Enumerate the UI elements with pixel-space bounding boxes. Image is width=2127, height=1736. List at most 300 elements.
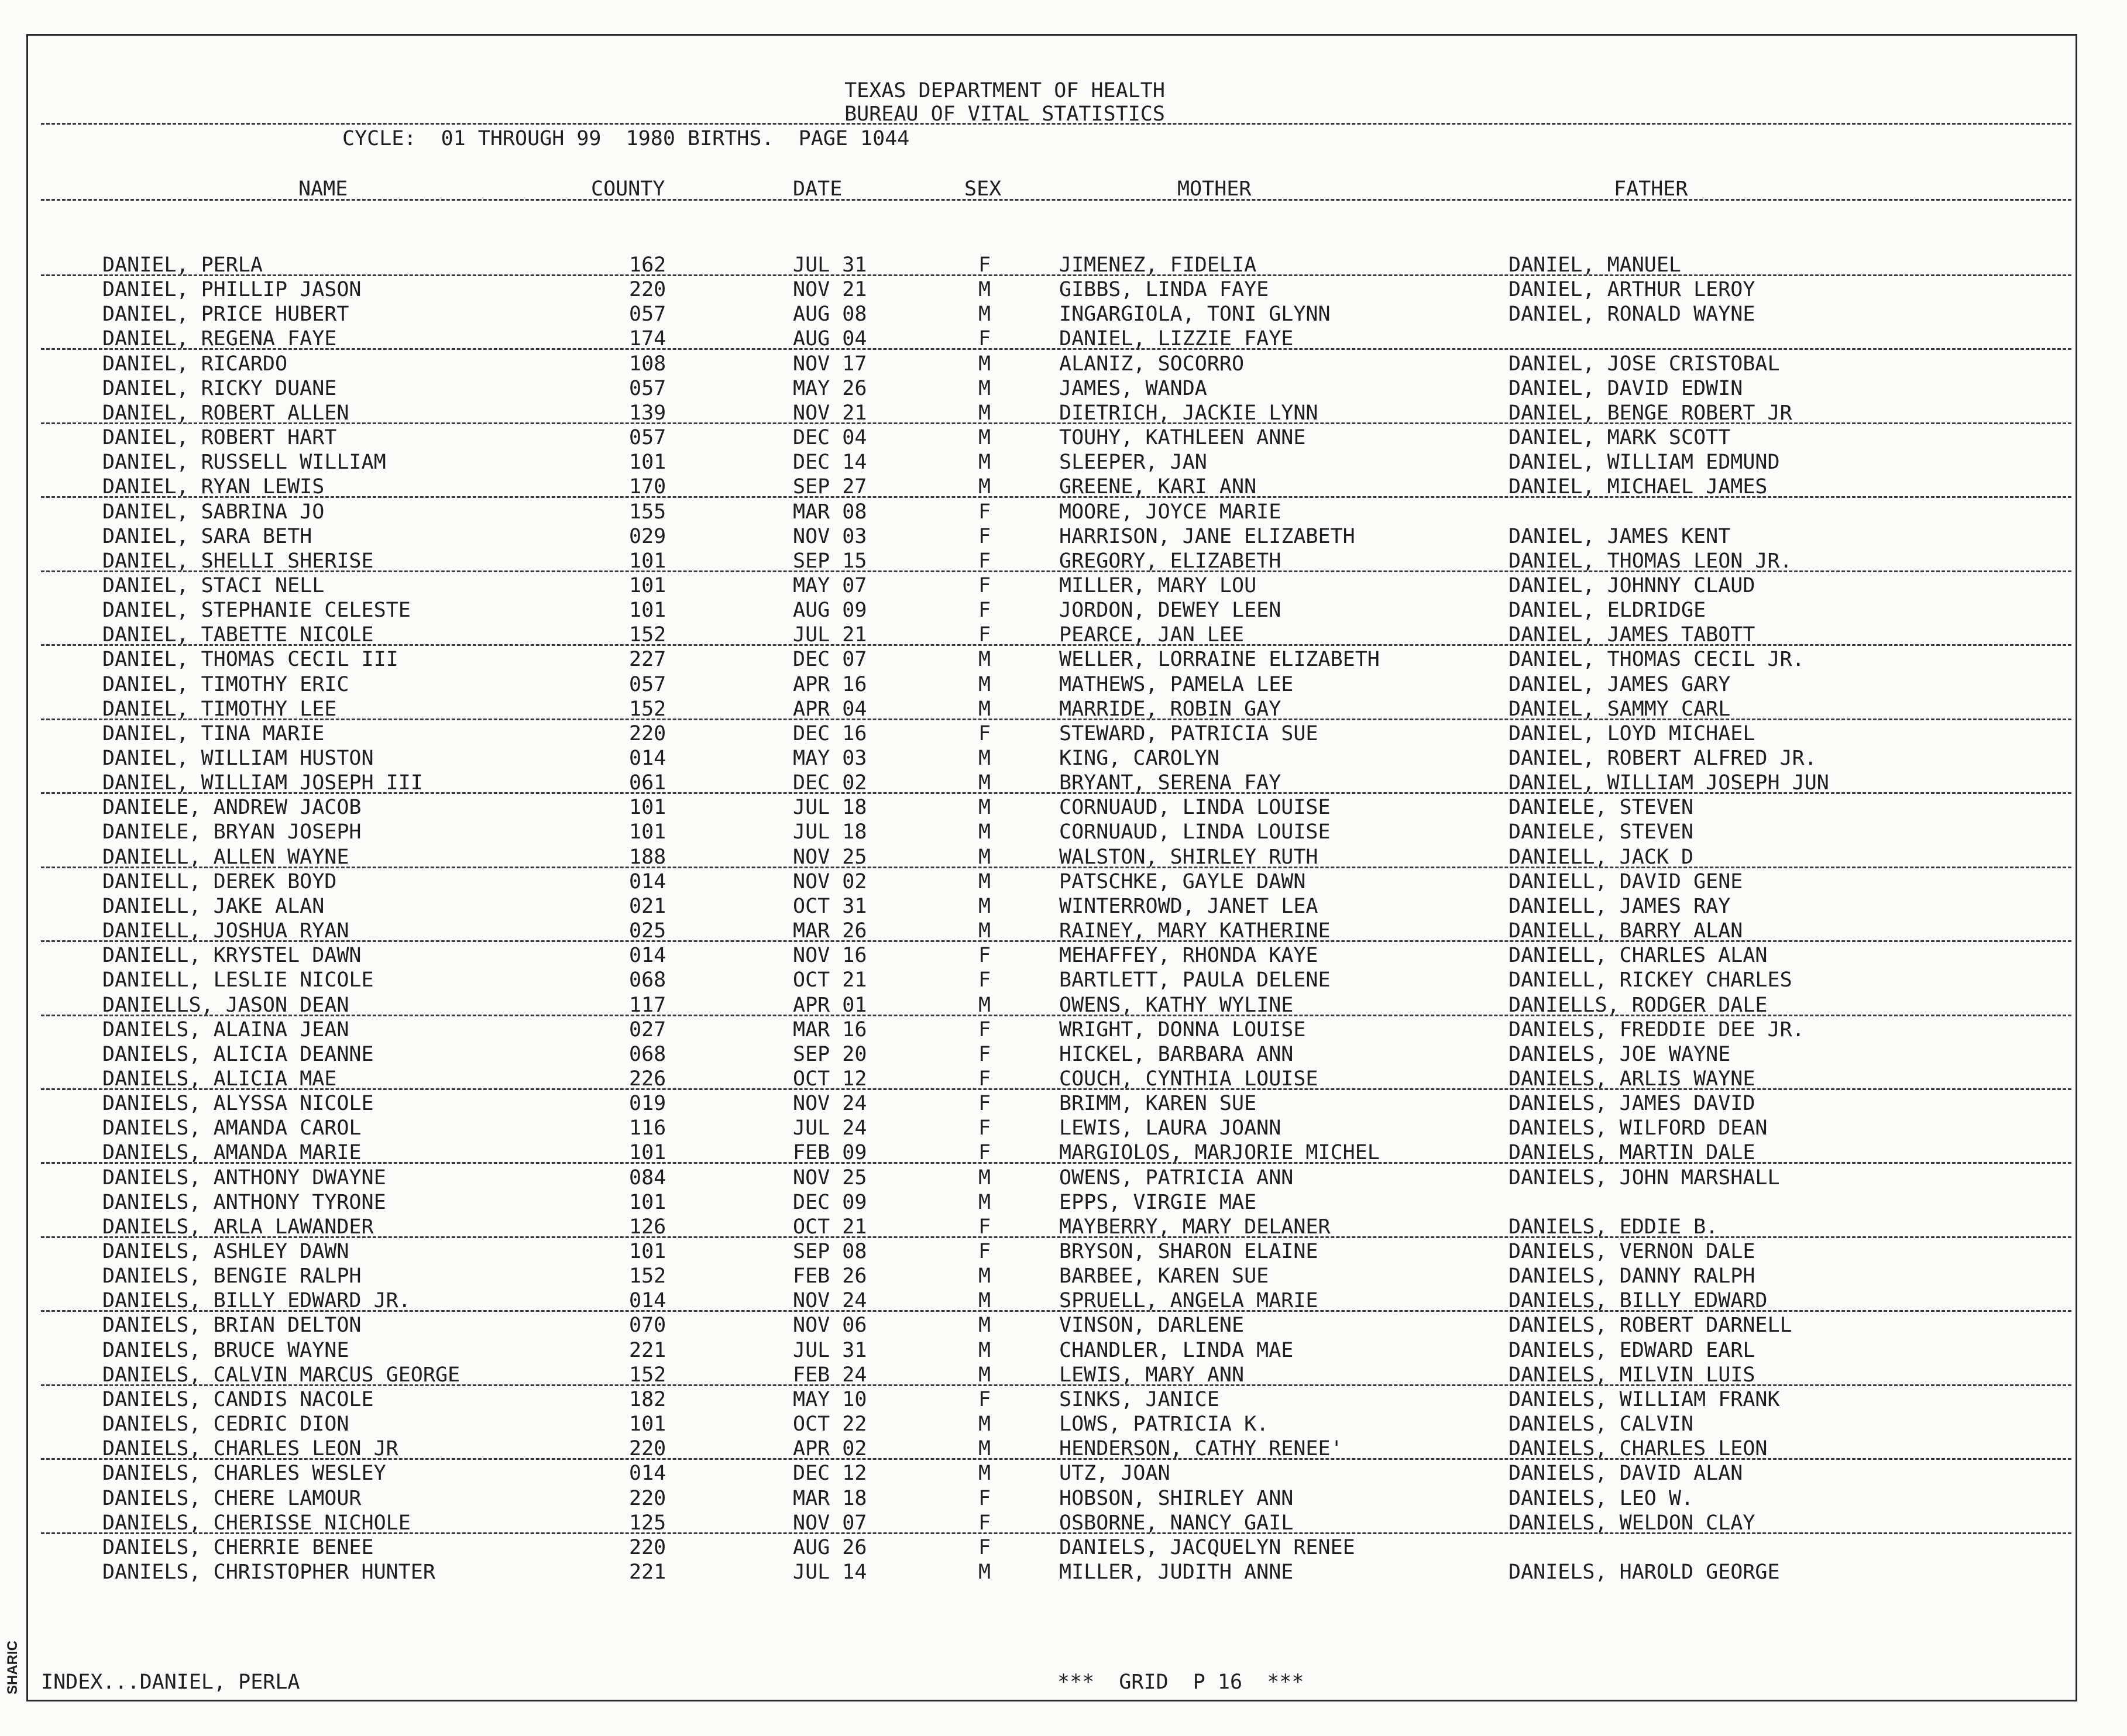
cell-name: DANIELS, CHERISSE NICHOLE xyxy=(102,1511,411,1535)
table-row xyxy=(0,1388,2074,1411)
table-row xyxy=(0,401,2074,425)
cell-mother: JAMES, WANDA xyxy=(1059,376,1207,400)
cell-county: 070 xyxy=(629,1314,666,1338)
cell-date: APR 04 xyxy=(793,697,867,721)
side-label: SHARIC xyxy=(5,1640,21,1695)
table-row xyxy=(0,253,2074,277)
table-row xyxy=(0,1363,2074,1387)
cell-date: DEC 16 xyxy=(793,721,867,745)
cell-date: NOV 06 xyxy=(793,1314,867,1338)
cell-county: 155 xyxy=(629,500,666,524)
cell-county: 125 xyxy=(629,1511,666,1535)
cell-mother: HARRISON, JANE ELIZABETH xyxy=(1059,524,1355,548)
cell-date: NOV 17 xyxy=(793,352,867,376)
cell-date: MAR 26 xyxy=(793,919,867,943)
cell-father: DANIELL, RICKEY CHARLES xyxy=(1509,968,1792,992)
group-divider xyxy=(41,792,2071,794)
cell-mother: INGARGIOLA, TONI GLYNN xyxy=(1059,302,1331,326)
cell-county: 021 xyxy=(629,894,666,918)
cell-county: 057 xyxy=(629,302,666,326)
cell-mother: DIETRICH, JACKIE LYNN xyxy=(1059,401,1318,425)
cell-sex: F xyxy=(978,1017,991,1041)
cell-county: 101 xyxy=(629,599,666,623)
cell-sex: F xyxy=(978,1067,991,1091)
cell-father: DANIELS, FREDDIE DEE JR. xyxy=(1509,1017,1805,1041)
cell-name: DANIEL, SHELLI SHERISE xyxy=(102,549,374,573)
cell-county: 220 xyxy=(629,278,666,302)
table-row xyxy=(0,722,2074,745)
table-row xyxy=(0,1166,2074,1190)
cell-date: JUL 31 xyxy=(793,253,867,277)
cell-father: DANIELL, JAMES RAY xyxy=(1509,894,1731,918)
cell-mother: PATSCHKE, GAYLE DAWN xyxy=(1059,869,1306,893)
cell-county: 068 xyxy=(629,968,666,992)
table-row xyxy=(0,1462,2074,1485)
cell-name: DANIELL, JOSHUA RYAN xyxy=(102,919,349,943)
cell-date: NOV 25 xyxy=(793,1166,867,1190)
cell-name: DANIEL, PERLA xyxy=(102,253,263,277)
group-divider xyxy=(41,1458,2071,1460)
table-row xyxy=(0,820,2074,844)
cell-county: 101 xyxy=(629,1141,666,1165)
cell-county: 057 xyxy=(629,376,666,400)
header-subtitle: BUREAU OF VITAL STATISTICS xyxy=(844,102,1165,126)
cell-county: 117 xyxy=(629,993,666,1017)
cell-sex: M xyxy=(978,672,991,696)
cell-name: DANIEL, WILLIAM JOSEPH III xyxy=(102,771,423,795)
cell-date: DEC 12 xyxy=(793,1462,867,1486)
cell-county: 139 xyxy=(629,401,666,425)
table-row xyxy=(0,1067,2074,1091)
cell-sex: M xyxy=(978,1289,991,1313)
cell-date: SEP 20 xyxy=(793,1042,867,1066)
cell-name: DANIEL, TIMOTHY LEE xyxy=(102,697,337,721)
cell-county: 108 xyxy=(629,352,666,376)
group-divider xyxy=(41,1015,2071,1016)
cell-county: 061 xyxy=(629,771,666,795)
cell-mother: LEWIS, LAURA JOANN xyxy=(1059,1116,1281,1140)
cell-sex: M xyxy=(978,1412,991,1436)
cell-mother: STEWARD, PATRICIA SUE xyxy=(1059,721,1318,745)
cell-father: DANIEL, MARK SCOTT xyxy=(1509,426,1731,450)
cell-father: DANIELS, DANNY RALPH xyxy=(1509,1264,1755,1288)
cell-county: 057 xyxy=(629,426,666,450)
cell-name: DANIELS, ANTHONY TYRONE xyxy=(102,1190,386,1214)
group-divider xyxy=(41,570,2071,572)
cell-date: OCT 12 xyxy=(793,1067,867,1091)
cell-sex: M xyxy=(978,1462,991,1486)
cell-date: FEB 24 xyxy=(793,1363,867,1387)
cell-date: DEC 14 xyxy=(793,451,867,475)
cell-name: DANIELS, CHARLES WESLEY xyxy=(102,1462,386,1486)
table-row xyxy=(0,1536,2074,1559)
group-divider xyxy=(41,719,2071,720)
cell-county: 220 xyxy=(629,721,666,745)
table-row xyxy=(0,673,2074,696)
col-sex-header: SEX xyxy=(964,177,1002,201)
cell-date: NOV 03 xyxy=(793,524,867,548)
cell-county: 014 xyxy=(629,869,666,893)
cell-sex: F xyxy=(978,1511,991,1535)
table-row xyxy=(0,302,2074,326)
table-row xyxy=(0,1240,2074,1263)
cell-father: DANIELL, JACK D xyxy=(1509,845,1694,869)
cell-mother: UTZ, JOAN xyxy=(1059,1462,1170,1486)
cell-sex: M xyxy=(978,747,991,770)
cell-date: SEP 15 xyxy=(793,549,867,573)
cell-county: 019 xyxy=(629,1092,666,1116)
cell-county: 220 xyxy=(629,1486,666,1510)
cell-name: DANIEL, TABETTE NICOLE xyxy=(102,623,374,647)
group-divider xyxy=(41,422,2071,424)
group-divider xyxy=(41,1088,2071,1090)
cell-name: DANIEL, RICKY DUANE xyxy=(102,376,337,400)
cell-name: DANIELS, ALICIA MAE xyxy=(102,1067,337,1091)
cell-name: DANIELS, CEDRIC DION xyxy=(102,1412,349,1436)
cell-sex: M xyxy=(978,376,991,400)
cell-county: 101 xyxy=(629,796,666,820)
cell-name: DANIEL, STEPHANIE CELESTE xyxy=(102,599,411,623)
cell-sex: F xyxy=(978,599,991,623)
cell-father: DANIELS, BILLY EDWARD xyxy=(1509,1289,1768,1313)
cell-father: DANIEL, ELDRIDGE xyxy=(1509,599,1706,623)
cell-name: DANIELS, AMANDA CAROL xyxy=(102,1116,362,1140)
table-row xyxy=(0,870,2074,893)
cell-sex: F xyxy=(978,623,991,647)
cell-county: 220 xyxy=(629,1535,666,1559)
cell-name: DANIELE, ANDREW JACOB xyxy=(102,796,362,820)
cell-father: DANIELLS, RODGER DALE xyxy=(1509,993,1768,1017)
cell-mother: COUCH, CYNTHIA LOUISE xyxy=(1059,1067,1318,1091)
cell-father: DANIELS, ROBERT DARNELL xyxy=(1509,1314,1792,1338)
table-row xyxy=(0,574,2074,597)
cell-date: NOV 07 xyxy=(793,1511,867,1535)
cell-sex: F xyxy=(978,500,991,524)
header-divider xyxy=(41,123,2071,125)
cell-father: DANIEL, RONALD WAYNE xyxy=(1509,302,1755,326)
table-row xyxy=(0,1560,2074,1584)
cell-name: DANIEL, PRICE HUBERT xyxy=(102,302,349,326)
cell-sex: F xyxy=(978,524,991,548)
cell-sex: F xyxy=(978,253,991,277)
cell-mother: BRYSON, SHARON ELAINE xyxy=(1059,1240,1318,1263)
cell-county: 170 xyxy=(629,475,666,499)
cell-father: DANIEL, THOMAS LEON JR. xyxy=(1509,549,1792,573)
cell-date: JUL 14 xyxy=(793,1560,867,1584)
cell-date: MAY 10 xyxy=(793,1387,867,1411)
cell-name: DANIEL, TIMOTHY ERIC xyxy=(102,672,349,696)
cell-date: NOV 24 xyxy=(793,1289,867,1313)
cell-mother: BRYANT, SERENA FAY xyxy=(1059,771,1281,795)
cell-name: DANIELS, CHERE LAMOUR xyxy=(102,1486,362,1510)
cell-mother: ALANIZ, SOCORRO xyxy=(1059,352,1245,376)
cell-father: DANIEL, MANUEL xyxy=(1509,253,1682,277)
cell-father: DANIEL, JOSE CRISTOBAL xyxy=(1509,352,1780,376)
cell-mother: WELLER, LORRAINE ELIZABETH xyxy=(1059,648,1380,672)
cell-name: DANIELS, ALYSSA NICOLE xyxy=(102,1092,374,1116)
cell-county: 162 xyxy=(629,253,666,277)
cell-name: DANIEL, SABRINA JO xyxy=(102,500,325,524)
cell-date: NOV 24 xyxy=(793,1092,867,1116)
cell-father: DANIEL, JAMES GARY xyxy=(1509,672,1731,696)
cell-father: DANIELE, STEVEN xyxy=(1509,820,1694,844)
cell-father: DANIELS, EDDIE B. xyxy=(1509,1215,1719,1239)
group-divider xyxy=(41,496,2071,498)
cell-county: 182 xyxy=(629,1387,666,1411)
cell-county: 152 xyxy=(629,1264,666,1288)
table-row xyxy=(0,796,2074,819)
cell-father: DANIELL, BARRY ALAN xyxy=(1509,919,1743,943)
column-header-divider xyxy=(41,199,2071,201)
cell-name: DANIELS, CALVIN MARCUS GEORGE xyxy=(102,1363,461,1387)
group-divider xyxy=(41,940,2071,942)
cell-date: NOV 21 xyxy=(793,401,867,425)
cell-father: DANIEL, JOHNNY CLAUD xyxy=(1509,573,1755,597)
cell-name: DANIELS, BRUCE WAYNE xyxy=(102,1338,349,1362)
col-date-header: DATE xyxy=(793,177,843,201)
group-divider xyxy=(41,1384,2071,1386)
cell-county: 101 xyxy=(629,1190,666,1214)
table-row xyxy=(0,426,2074,449)
cell-sex: M xyxy=(978,894,991,918)
table-row xyxy=(0,697,2074,721)
table-row xyxy=(0,1264,2074,1288)
cell-father: DANIEL, THOMAS CECIL JR. xyxy=(1509,648,1805,672)
cell-date: SEP 08 xyxy=(793,1240,867,1263)
cell-county: 014 xyxy=(629,747,666,770)
cell-sex: F xyxy=(978,721,991,745)
cell-sex: M xyxy=(978,1338,991,1362)
cell-date: AUG 04 xyxy=(793,327,867,351)
cell-mother: CHANDLER, LINDA MAE xyxy=(1059,1338,1294,1362)
cell-father: DANIELS, CHARLES LEON xyxy=(1509,1437,1768,1461)
cell-sex: F xyxy=(978,327,991,351)
cell-name: DANIELL, JAKE ALAN xyxy=(102,894,325,918)
table-row xyxy=(0,648,2074,671)
cell-mother: SLEEPER, JAN xyxy=(1059,451,1207,475)
cell-name: DANIELS, ALICIA DEANNE xyxy=(102,1042,374,1066)
cell-father: DANIELS, WELDON CLAY xyxy=(1509,1511,1755,1535)
cell-date: MAR 08 xyxy=(793,500,867,524)
cell-date: APR 01 xyxy=(793,993,867,1017)
table-row xyxy=(0,1116,2074,1140)
cell-date: MAR 18 xyxy=(793,1486,867,1510)
cell-county: 014 xyxy=(629,944,666,968)
cell-sex: M xyxy=(978,401,991,425)
table-row xyxy=(0,1215,2074,1239)
cell-name: DANIEL, RICARDO xyxy=(102,352,288,376)
cell-mother: BARBEE, KAREN SUE xyxy=(1059,1264,1269,1288)
cell-county: 029 xyxy=(629,524,666,548)
cell-date: JUL 21 xyxy=(793,623,867,647)
cell-mother: WINTERROWD, JANET LEA xyxy=(1059,894,1318,918)
cell-mother: GREENE, KARI ANN xyxy=(1059,475,1257,499)
cell-name: DANIEL, RYAN LEWIS xyxy=(102,475,325,499)
cell-father: DANIELL, CHARLES ALAN xyxy=(1509,944,1768,968)
cell-mother: HENDERSON, CATHY RENEE' xyxy=(1059,1437,1343,1461)
cell-father: DANIELS, MARTIN DALE xyxy=(1509,1141,1755,1165)
cell-mother: KING, CAROLYN xyxy=(1059,747,1219,770)
cell-name: DANIEL, PHILLIP JASON xyxy=(102,278,362,302)
cell-name: DANIELS, AMANDA MARIE xyxy=(102,1141,362,1165)
cell-father: DANIEL, MICHAEL JAMES xyxy=(1509,475,1768,499)
table-row xyxy=(0,1339,2074,1362)
col-county-header: COUNTY xyxy=(591,177,665,201)
cell-mother: OSBORNE, NANCY GAIL xyxy=(1059,1511,1294,1535)
group-divider xyxy=(41,1236,2071,1238)
cell-county: 101 xyxy=(629,451,666,475)
cell-county: 057 xyxy=(629,672,666,696)
cell-date: DEC 09 xyxy=(793,1190,867,1214)
cell-mother: MARRIDE, ROBIN GAY xyxy=(1059,697,1281,721)
cell-father: DANIELS, JOHN MARSHALL xyxy=(1509,1166,1780,1190)
cell-mother: MAYBERRY, MARY DELANER xyxy=(1059,1215,1331,1239)
cell-county: 014 xyxy=(629,1289,666,1313)
cell-name: DANIEL, TINA MARIE xyxy=(102,721,325,745)
cell-name: DANIELE, BRYAN JOSEPH xyxy=(102,820,362,844)
cell-father: DANIELS, MILVIN LUIS xyxy=(1509,1363,1755,1387)
cell-sex: F xyxy=(978,968,991,992)
cell-sex: M xyxy=(978,697,991,721)
table-row xyxy=(0,475,2074,499)
table-row xyxy=(0,771,2074,795)
cell-mother: LEWIS, MARY ANN xyxy=(1059,1363,1245,1387)
cell-sex: F xyxy=(978,1486,991,1510)
cell-county: 027 xyxy=(629,1017,666,1041)
cell-mother: HICKEL, BARBARA ANN xyxy=(1059,1042,1294,1066)
cell-name: DANIEL, WILLIAM HUSTON xyxy=(102,747,374,770)
cell-sex: M xyxy=(978,475,991,499)
col-name-header: NAME xyxy=(298,177,348,201)
cell-mother: MILLER, MARY LOU xyxy=(1059,573,1257,597)
cell-county: 101 xyxy=(629,549,666,573)
cell-father: DANIEL, ARTHUR LEROY xyxy=(1509,278,1755,302)
group-divider xyxy=(41,1532,2071,1534)
cell-date: MAY 07 xyxy=(793,573,867,597)
cell-sex: F xyxy=(978,1092,991,1116)
cell-mother: WALSTON, SHIRLEY RUTH xyxy=(1059,845,1318,869)
table-row xyxy=(0,352,2074,376)
cell-date: MAY 26 xyxy=(793,376,867,400)
cell-father: DANIELS, DAVID ALAN xyxy=(1509,1462,1743,1486)
cell-mother: RAINEY, MARY KATHERINE xyxy=(1059,919,1331,943)
table-row xyxy=(0,278,2074,301)
cell-father: DANIEL, WILLIAM JOSEPH JUN xyxy=(1509,771,1829,795)
cell-mother: HOBSON, SHIRLEY ANN xyxy=(1059,1486,1294,1510)
cell-sex: M xyxy=(978,919,991,943)
header-title: TEXAS DEPARTMENT OF HEALTH xyxy=(844,79,1165,102)
cycle-line: CYCLE: 01 THROUGH 99 1980 BIRTHS. PAGE 1044 xyxy=(342,127,910,150)
cell-name: DANIELS, CHERRIE BENEE xyxy=(102,1535,374,1559)
cell-sex: M xyxy=(978,1190,991,1214)
cell-date: AUG 08 xyxy=(793,302,867,326)
cell-name: DANIELL, KRYSTEL DAWN xyxy=(102,944,362,968)
cell-sex: M xyxy=(978,426,991,450)
group-divider xyxy=(41,644,2071,646)
cell-date: NOV 16 xyxy=(793,944,867,968)
table-row xyxy=(0,1511,2074,1535)
cell-date: APR 02 xyxy=(793,1437,867,1461)
cell-father: DANIEL, DAVID EDWIN xyxy=(1509,376,1743,400)
cell-date: DEC 02 xyxy=(793,771,867,795)
cell-name: DANIELS, ALAINA JEAN xyxy=(102,1017,349,1041)
cell-date: JUL 18 xyxy=(793,820,867,844)
cell-date: OCT 21 xyxy=(793,968,867,992)
table-row xyxy=(0,944,2074,967)
cell-name: DANIEL, REGENA FAYE xyxy=(102,327,337,351)
cell-mother: PEARCE, JAN LEE xyxy=(1059,623,1245,647)
cell-mother: BRIMM, KAREN SUE xyxy=(1059,1092,1257,1116)
cell-sex: M xyxy=(978,648,991,672)
table-row xyxy=(0,500,2074,524)
cell-father: DANIEL, LOYD MICHAEL xyxy=(1509,721,1755,745)
cell-mother: OWENS, KATHY WYLINE xyxy=(1059,993,1294,1017)
cell-date: AUG 26 xyxy=(793,1535,867,1559)
table-row xyxy=(0,327,2074,350)
cell-date: NOV 21 xyxy=(793,278,867,302)
table-row xyxy=(0,623,2074,647)
cell-father: DANIELS, WILFORD DEAN xyxy=(1509,1116,1768,1140)
cell-sex: M xyxy=(978,820,991,844)
cell-father: DANIEL, BENGE ROBERT JR xyxy=(1509,401,1792,425)
cell-father: DANIELS, HAROLD GEORGE xyxy=(1509,1560,1780,1584)
cell-mother: MATHEWS, PAMELA LEE xyxy=(1059,672,1294,696)
cell-father: DANIEL, WILLIAM EDMUND xyxy=(1509,451,1780,475)
cell-father: DANIELS, LEO W. xyxy=(1509,1486,1694,1510)
cell-sex: M xyxy=(978,1437,991,1461)
cell-date: FEB 26 xyxy=(793,1264,867,1288)
table-row xyxy=(0,1141,2074,1164)
cell-name: DANIELS, BRIAN DELTON xyxy=(102,1314,362,1338)
table-row xyxy=(0,895,2074,918)
cell-county: 226 xyxy=(629,1067,666,1091)
cell-father: DANIELS, EDWARD EARL xyxy=(1509,1338,1755,1362)
cell-father: DANIELS, CALVIN xyxy=(1509,1412,1694,1436)
table-row xyxy=(0,1191,2074,1214)
cell-date: NOV 02 xyxy=(793,869,867,893)
cell-county: 101 xyxy=(629,573,666,597)
table-row xyxy=(0,451,2074,474)
cell-name: DANIELS, CHARLES LEON JR xyxy=(102,1437,398,1461)
cell-mother: MARGIOLOS, MARJORIE MICHEL xyxy=(1059,1141,1380,1165)
cell-mother: GIBBS, LINDA FAYE xyxy=(1059,278,1269,302)
table-row xyxy=(0,968,2074,992)
cell-sex: F xyxy=(978,1042,991,1066)
cell-date: NOV 25 xyxy=(793,845,867,869)
cell-mother: WRIGHT, DONNA LOUISE xyxy=(1059,1017,1306,1041)
cell-name: DANIELL, DEREK BOYD xyxy=(102,869,337,893)
cell-county: 101 xyxy=(629,1412,666,1436)
group-divider xyxy=(41,867,2071,868)
cell-sex: F xyxy=(978,1535,991,1559)
cell-name: DANIEL, RUSSELL WILLIAM xyxy=(102,451,386,475)
cell-name: DANIELS, ARLA LAWANDER xyxy=(102,1215,374,1239)
footer-index: INDEX...DANIEL, PERLA xyxy=(41,1670,300,1694)
cell-sex: M xyxy=(978,352,991,376)
cell-mother: DANIEL, LIZZIE FAYE xyxy=(1059,327,1294,351)
cell-county: 101 xyxy=(629,1240,666,1263)
cell-county: 068 xyxy=(629,1042,666,1066)
cell-date: JUL 31 xyxy=(793,1338,867,1362)
cell-date: JUL 18 xyxy=(793,796,867,820)
cell-mother: JIMENEZ, FIDELIA xyxy=(1059,253,1257,277)
cell-mother: JORDON, DEWEY LEEN xyxy=(1059,599,1281,623)
cell-sex: M xyxy=(978,796,991,820)
cell-mother: MEHAFFEY, RHONDA KAYE xyxy=(1059,944,1318,968)
cell-name: DANIEL, ROBERT ALLEN xyxy=(102,401,349,425)
group-divider xyxy=(41,274,2071,276)
cell-date: OCT 31 xyxy=(793,894,867,918)
